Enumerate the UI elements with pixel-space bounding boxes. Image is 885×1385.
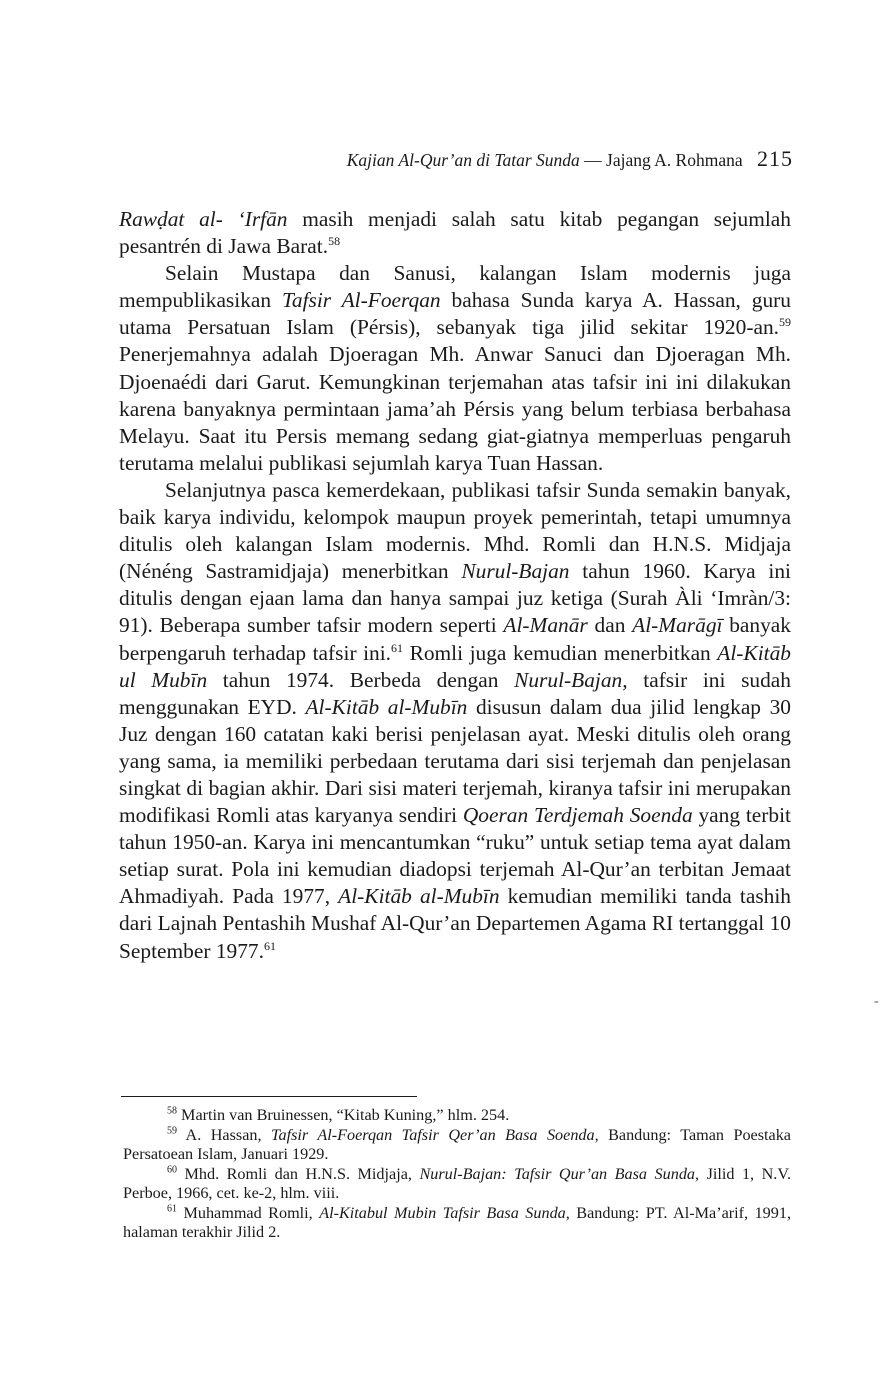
book-title: Al-Kitāb al-Mubīn xyxy=(338,884,500,909)
book-title: Al-Manār xyxy=(503,613,588,638)
paragraph-1 xyxy=(119,206,791,260)
footnotes xyxy=(123,1106,791,1243)
text-span: masih menjadi salah satu kitab pegangan sejumlah pesantrén di Jawa Barat. xyxy=(119,207,791,259)
page-number: 215 xyxy=(757,146,793,171)
book-title: Al-Marāgī xyxy=(632,613,723,638)
paragraph-3 xyxy=(119,477,791,965)
book-title: Al-Kitāb ul Mubīn xyxy=(119,640,791,692)
text-span: Selain Mustapa dan Sanusi, kalangan Islam modernis juga mempublikasikan xyxy=(119,261,791,313)
book-title: Nurul-Bajan: Tafsir Qur’an Basa Sunda, xyxy=(419,1164,700,1183)
book-title: Rawḍat al- ‘Irfān xyxy=(119,207,288,231)
header-dash: — xyxy=(584,150,602,170)
text-span: banyak berpengaruh terhadap tafsir ini. xyxy=(119,613,791,665)
text-span: kemudian memiliki tanda tashih dari Lajnah Pentashih Mushaf Al-Qur’an Departemen Agama RI tertanggal 10 September 1977. xyxy=(119,884,791,963)
footnote-text: Mhd. Romli dan H.N.S. Midjaja, xyxy=(177,1164,420,1183)
text-span: Romli juga kemudian menerbitkan xyxy=(403,640,718,665)
text-span: yang terbit tahun 1950-an. Karya ini mencantumkan “ruku” untuk setiap tema ayat dalam setiap surat. Pola ini kemudian diadopsi terjemah Al-Qur’an terbitan Jemaat Ahmadiyah. Pada 1977, xyxy=(119,803,791,909)
book-title: Al-Kitabul Mubin Tafsir Basa Sunda, xyxy=(319,1203,570,1222)
footnote-text: Martin van Bruinessen, “Kitab Kuning,” hlm. 254. xyxy=(177,1106,510,1124)
main-text xyxy=(119,206,791,965)
footnote-ref: 59 xyxy=(779,315,791,330)
book-title: Al-Kitāb al-Mubīn xyxy=(305,694,468,719)
footnote-text: Bandung: PT. Al-Ma’arif, 1991, halaman terakhir Jilid 2. xyxy=(123,1203,791,1241)
footnote-60 xyxy=(123,1165,791,1204)
running-header xyxy=(347,146,793,172)
journal-title: Kajian Al-Qur’an di Tatar Sunda xyxy=(346,150,580,170)
book-title: Qoeran Terdjemah Soenda xyxy=(462,803,693,828)
text-span: bahasa Sunda karya A. Hassan, guru utama Persatuan Islam (Pérsis), sebanyak tiga jilid sekitar 1920-an. xyxy=(119,288,791,340)
text-span: tafsir ini sudah menggunakan EYD. xyxy=(119,667,791,719)
footnote-text: A. Hassan, xyxy=(177,1125,271,1144)
text-span: tahun 1974. Berbeda dengan xyxy=(207,667,515,692)
footnote-number: 58 xyxy=(167,1105,177,1117)
footnote-divider xyxy=(121,1096,417,1097)
footnote-ref: 61 xyxy=(391,640,404,655)
footnote-ref: 58 xyxy=(328,233,341,248)
footnote-text: Muhammad Romli, xyxy=(177,1203,320,1222)
footnote-61 xyxy=(123,1204,791,1243)
book-title: Nurul-Bajan, xyxy=(514,667,628,692)
footnote-number: 59 xyxy=(167,1125,177,1137)
paragraph-2 xyxy=(119,260,791,477)
book-title: Tafsir Al-Foerqan Tafsir Qer’an Basa Soenda, xyxy=(270,1125,599,1144)
footnote-number: 60 xyxy=(167,1164,177,1176)
author-name: Jajang A. Rohmana xyxy=(606,150,743,170)
footnote-ref: 61 xyxy=(263,938,276,953)
text-span: dan xyxy=(587,613,633,638)
text-span: Selanjutnya pasca kemerdekaan, publikasi tafsir Sunda semakin banyak, baik karya individu, kelompok maupun proyek pemerintah, tetapi umumnya ditulis oleh kalangan Islam modernis. Mhd. Romli dan H.N.S. Midjaja (Nénéng Sastramidjaja) menerbitkan xyxy=(119,477,791,584)
book-title: Tafsir Al-Foerqan xyxy=(281,288,441,313)
footnote-text: Bandung: Taman Poestaka Persatoean Islam, Januari 1929. xyxy=(123,1125,791,1163)
book-title: Nurul-Bajan xyxy=(461,559,570,584)
footnote-text: Jilid 1, N.V. Perboe, 1966, cet. ke-2, hlm. viii. xyxy=(123,1164,791,1202)
text-span: Penerjemahnya adalah Djoeragan Mh. Anwar Sanuci dan Djoeragan Mh. Djoenaédi dari Garut. Kemungkinan terjemahan atas tafsir ini ini dilakukan karena banyaknya permintaan jama’ah Pérsis yang belum terbiasa berbahasa Melayu. Saat itu Persis memang sedang giat-giatnya memperluas pengaruh terutama melalui publikasi sejumlah karya Tuan Hassan. xyxy=(119,342,791,475)
footnote-58 xyxy=(123,1106,791,1126)
margin-mark: - xyxy=(874,994,879,1009)
text-span: tahun 1960. Karya ini ditulis dengan ejaan lama dan hanya sampai juz ketiga (Surah Àli ‘Imràn/3: 91). Beberapa sumber tafsir modern seperti xyxy=(119,559,791,638)
footnote-59 xyxy=(123,1126,791,1165)
footnote-number: 61 xyxy=(167,1203,177,1215)
text-span: disusun dalam dua jilid lengkap 30 Juz dengan 160 catatan kaki berisi penjelasan ayat. Meski ditulis oleh orang yang sama, ia memiliki perbedaan terutama dari sisi terjemah dan penjelasan singkat di bagian akhir. Dari sisi materi terjemah, kiranya tafsir ini merupakan modifikasi Romli atas karyanya sendiri xyxy=(119,694,791,828)
